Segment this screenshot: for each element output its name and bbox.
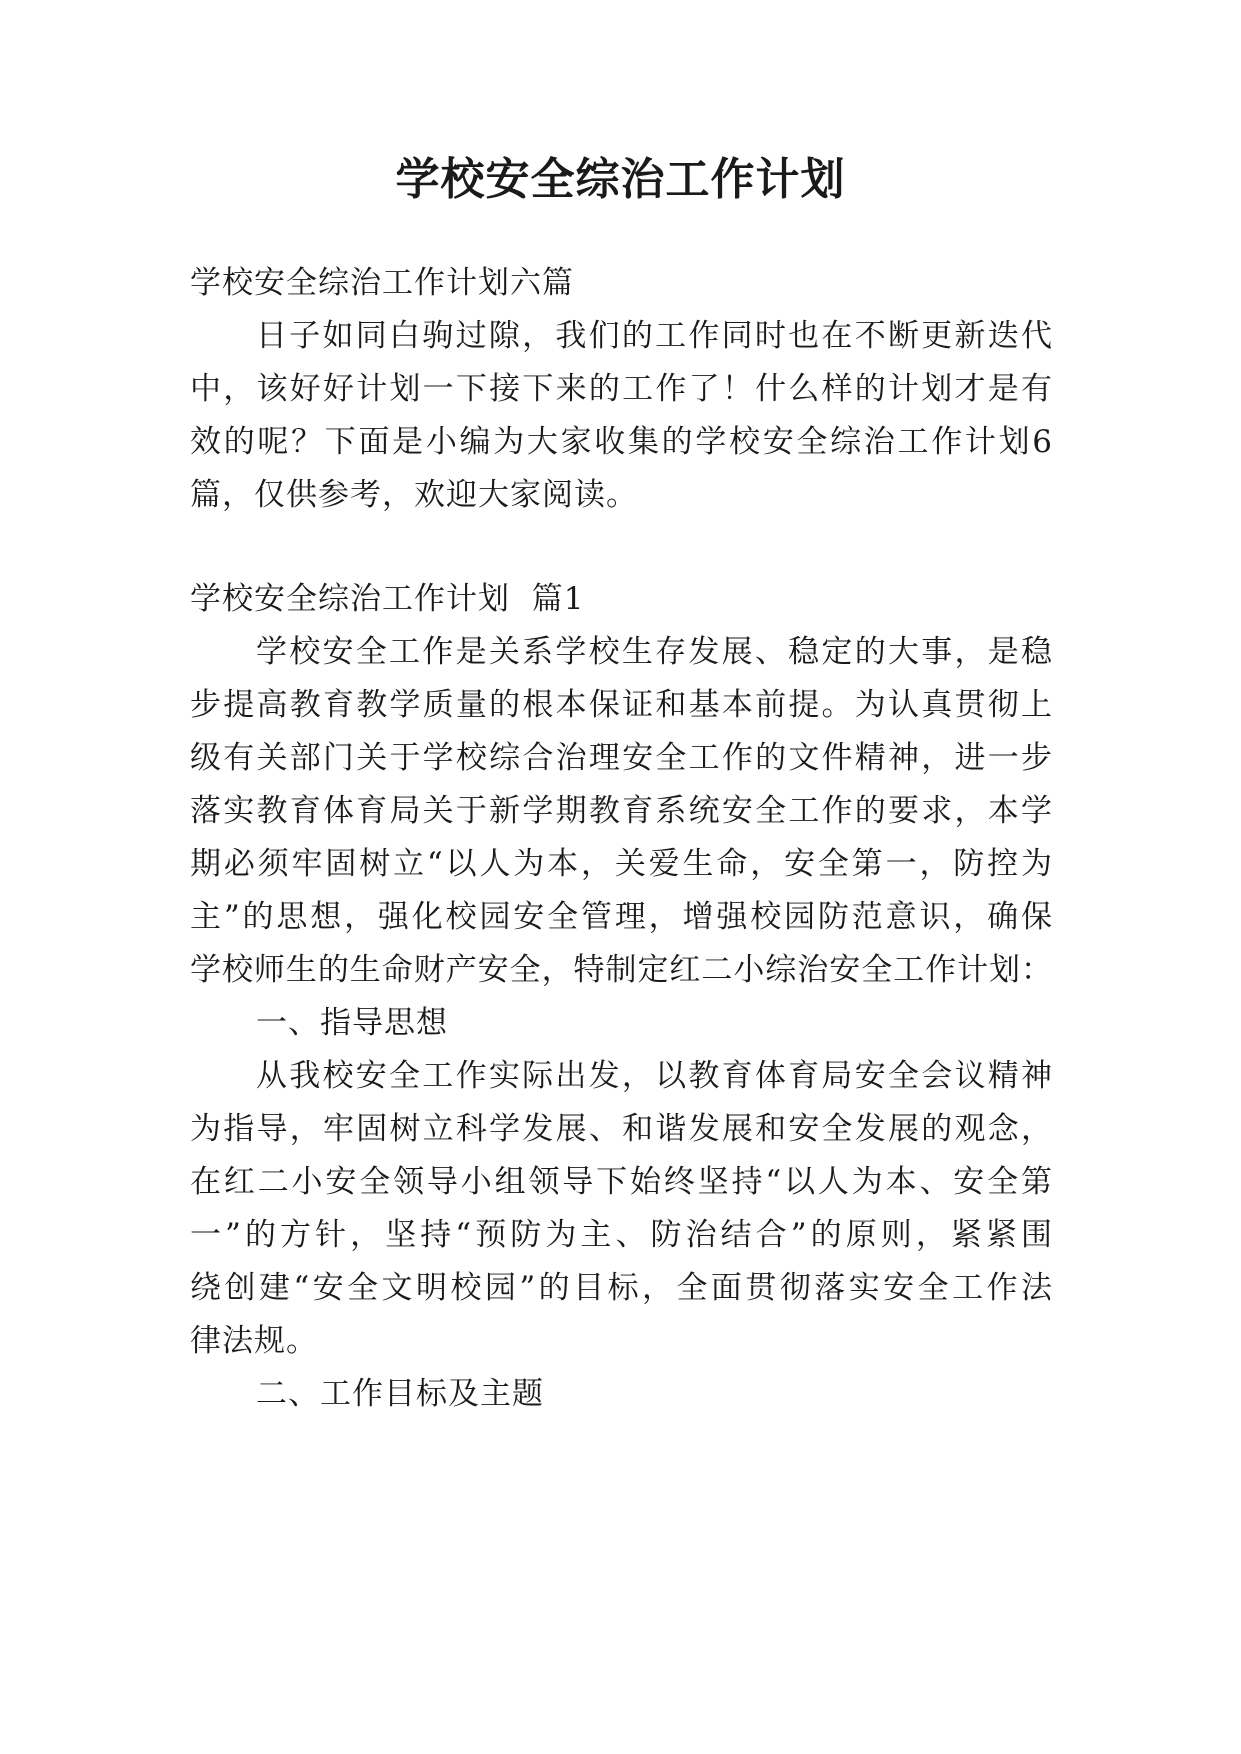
body-line: 级有关部门关于学校综合治理安全工作的文件精神，进一步 bbox=[190, 740, 1052, 776]
body-line: 一”的方针，坚持“预防为主、防治结合”的原则，紧紧围 bbox=[190, 1217, 1052, 1253]
sub-heading: 一、指导思想 bbox=[256, 1005, 448, 1041]
section-heading: 学校安全综治工作计划 篇1 bbox=[190, 581, 585, 617]
body-line: 为指导，牢固树立科学发展、和谐发展和安全发展的观念， bbox=[190, 1111, 1052, 1147]
body-line: 步提高教育教学质量的根本保证和基本前提。为认真贯彻上 bbox=[190, 687, 1052, 723]
body-line: 律法规。 bbox=[190, 1323, 318, 1359]
intro-line: 中，该好好计划一下接下来的工作了！什么样的计划才是有 bbox=[190, 371, 1052, 407]
body-line: 从我校安全工作实际出发，以教育体育局安全会议精神 bbox=[256, 1058, 1052, 1094]
document-subtitle: 学校安全综治工作计划六篇 bbox=[190, 265, 574, 301]
body-line: 绕创建“安全文明校园”的目标，全面贯彻落实安全工作法 bbox=[190, 1270, 1052, 1306]
sub-heading: 二、工作目标及主题 bbox=[256, 1376, 544, 1412]
body-line: 学校安全工作是关系学校生存发展、稳定的大事，是稳 bbox=[256, 634, 1052, 670]
body-line: 期必须牢固树立“以人为本，关爱生命，安全第一，防控为 bbox=[190, 846, 1052, 882]
body-line: 在红二小安全领导小组领导下始终坚持“以人为本、安全第 bbox=[190, 1164, 1052, 1200]
body-line: 学校师生的生命财产安全，特制定红二小综治安全工作计划： bbox=[190, 952, 1052, 988]
intro-line: 篇，仅供参考，欢迎大家阅读。 bbox=[190, 477, 638, 513]
intro-line: 日子如同白驹过隙，我们的工作同时也在不断更新迭代 bbox=[256, 318, 1052, 354]
body-line: 落实教育体育局关于新学期教育系统安全工作的要求，本学 bbox=[190, 793, 1052, 829]
body-line: 主”的思想，强化校园安全管理，增强校园防范意识，确保 bbox=[190, 899, 1052, 935]
document-title: 学校安全综治工作计划 bbox=[395, 154, 846, 205]
intro-line: 效的呢？下面是小编为大家收集的学校安全综治工作计划6 bbox=[190, 424, 1052, 460]
